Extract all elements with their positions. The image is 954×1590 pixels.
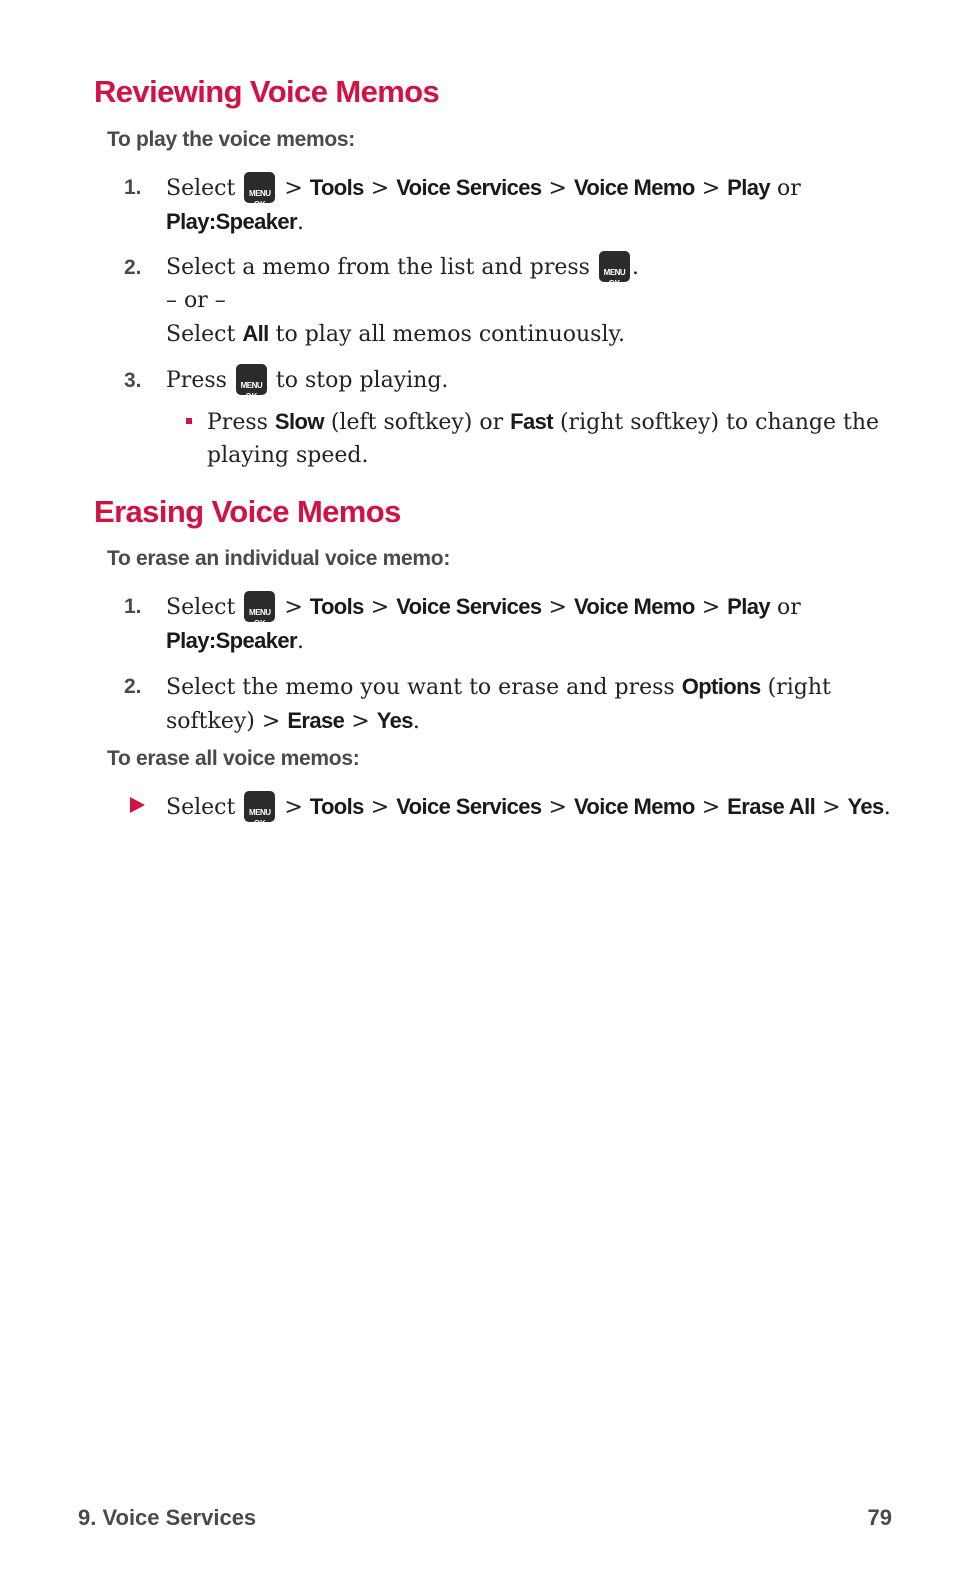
step-stop-playing: Press MENU OK to stop playing.	[166, 364, 896, 397]
step-number: 1.	[124, 176, 142, 199]
step-number: 1.	[124, 595, 142, 618]
section-title-reviewing: Reviewing Voice Memos	[94, 74, 440, 109]
page-number: 79	[867, 1505, 892, 1530]
step-number: 2.	[124, 256, 142, 279]
step-number: 2.	[124, 675, 142, 698]
menu-ok-key-icon	[236, 364, 267, 395]
subtitle-play: To play the voice memos:	[107, 128, 355, 151]
step-erase-all: Select MENU OK > Tools > Voice Services > Voice Memo > Erase All > Yes.	[166, 790, 896, 824]
bullet-square-icon	[186, 418, 192, 424]
subtitle-erase-individual: To erase an individual voice memo:	[107, 547, 451, 570]
step-number: 3.	[124, 369, 142, 392]
step-erase-select: Select MENU OK > Tools > Voice Services > Voice Memo > Play or Play:Speaker.	[166, 590, 896, 658]
arrow-bullet-icon	[130, 797, 145, 813]
menu-ok-key-icon	[244, 172, 275, 203]
menu-ok-key-icon	[244, 591, 275, 622]
subtitle-erase-all: To erase all voice memos:	[107, 747, 360, 770]
section-title-erasing: Erasing Voice Memos	[94, 494, 401, 529]
bullet-playing-speed: Press Slow (left softkey) or Fast (right softkey) to change the playing speed.	[207, 409, 880, 468]
menu-ok-key-icon	[599, 251, 630, 282]
step-erase-options: Select the memo you want to erase and press Options (right softkey) > Erase > Yes.	[166, 674, 831, 734]
step-select-memo: Select a memo from the list and press MENU OK . – or – Select All to play all memos continuously.	[166, 251, 896, 351]
step-play-select: Select MENU OK > Tools > Voice Services > Voice Memo > Play or Play:Speaker.	[166, 171, 896, 239]
menu-ok-key-icon	[244, 791, 275, 822]
footer-section: 9. Voice Services	[78, 1505, 257, 1530]
